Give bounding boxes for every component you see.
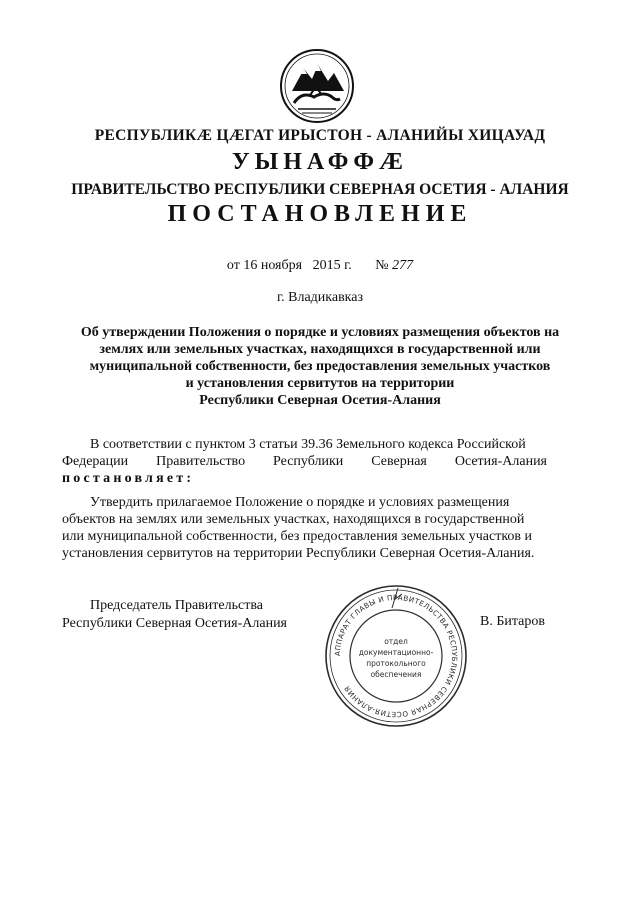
preamble-word: Республики bbox=[273, 454, 344, 469]
header-ossetian-line: РЕСПУБЛИКӔ ЦӔГАТ ИРЫСТОН - АЛАНИЙЫ ХИЦАУАД bbox=[94, 127, 546, 144]
stamp-center-line: документационно- bbox=[358, 648, 434, 657]
stamp-center-line: отдел bbox=[384, 637, 408, 646]
date-year: 2015 г. bbox=[312, 258, 352, 273]
city-name: г. Владикавказ bbox=[276, 290, 364, 305]
resolution-line: объектов на землях или земельных участках, находящихся в государственной bbox=[62, 512, 525, 527]
resolves-word: постановляет: bbox=[62, 471, 195, 486]
preamble-word: Северная bbox=[371, 454, 427, 469]
header-russian-title: ПОСТАНОВЛЕНИЕ bbox=[167, 201, 473, 227]
resolution-line: установления сервитутов на территории Республики Северная Осетия-Алания. bbox=[62, 546, 535, 561]
title-line: землях или земельных участках, находящихся в государственной или bbox=[99, 342, 541, 357]
resolution-paragraph bbox=[62, 494, 547, 562]
date-day-month: 16 ноября bbox=[243, 258, 303, 273]
signatory-position bbox=[62, 597, 287, 633]
date-number-line bbox=[0, 258, 640, 274]
title-line: и установления сервитутов на территории bbox=[185, 376, 455, 391]
resolution-line: или муниципальной собственности, без предоставления земельных участков и bbox=[62, 529, 533, 544]
preamble-paragraph bbox=[62, 436, 547, 487]
number-sign: № bbox=[375, 258, 389, 273]
stamp-ring-path: АППАРАТ ГЛАВЫ И ПРАВИТЕЛЬСТВА РЕСПУБЛИКИ СЕВЕРНАЯ ОСЕТИЯ-АЛАНИЯ bbox=[332, 592, 460, 720]
signatory-name: В. Битаров bbox=[480, 614, 545, 629]
coat-of-arms-emblem bbox=[272, 47, 362, 125]
preamble-line: В соответствии с пунктом 3 статьи 39.36 Земельного кодекса Российской bbox=[90, 437, 526, 452]
stamp-center-line: обеспечения bbox=[370, 670, 422, 679]
date-prefix: от bbox=[226, 258, 240, 273]
position-line: Республики Северная Осетия-Алания bbox=[62, 616, 287, 631]
title-line: Республики Северная Осетия-Алания bbox=[199, 393, 441, 408]
document-title bbox=[60, 324, 580, 409]
header-russian-line: ПРАВИТЕЛЬСТВО РЕСПУБЛИКИ СЕВЕРНАЯ ОСЕТИЯ - АЛАНИЯ bbox=[71, 181, 569, 198]
official-stamp bbox=[320, 580, 472, 732]
title-line: муниципальной собственности, без предоставления земельных участков bbox=[89, 359, 551, 374]
preamble-word: Осетия-Алания bbox=[454, 454, 547, 469]
header-ossetian-title: УЫНАФФӔ bbox=[232, 149, 408, 175]
preamble-word: Правительство bbox=[156, 454, 246, 469]
document-number: 277 bbox=[392, 258, 414, 273]
position-line: Председатель Правительства bbox=[90, 598, 263, 613]
resolution-line: Утвердить прилагаемое Положение о порядке и условиях размещения bbox=[90, 495, 510, 510]
preamble-word: Федерации bbox=[62, 454, 129, 469]
preamble-line bbox=[62, 453, 547, 470]
title-line: Об утверждении Положения о порядке и условиях размещения объектов на bbox=[80, 325, 560, 340]
stamp-center-line: протокольного bbox=[366, 659, 426, 668]
